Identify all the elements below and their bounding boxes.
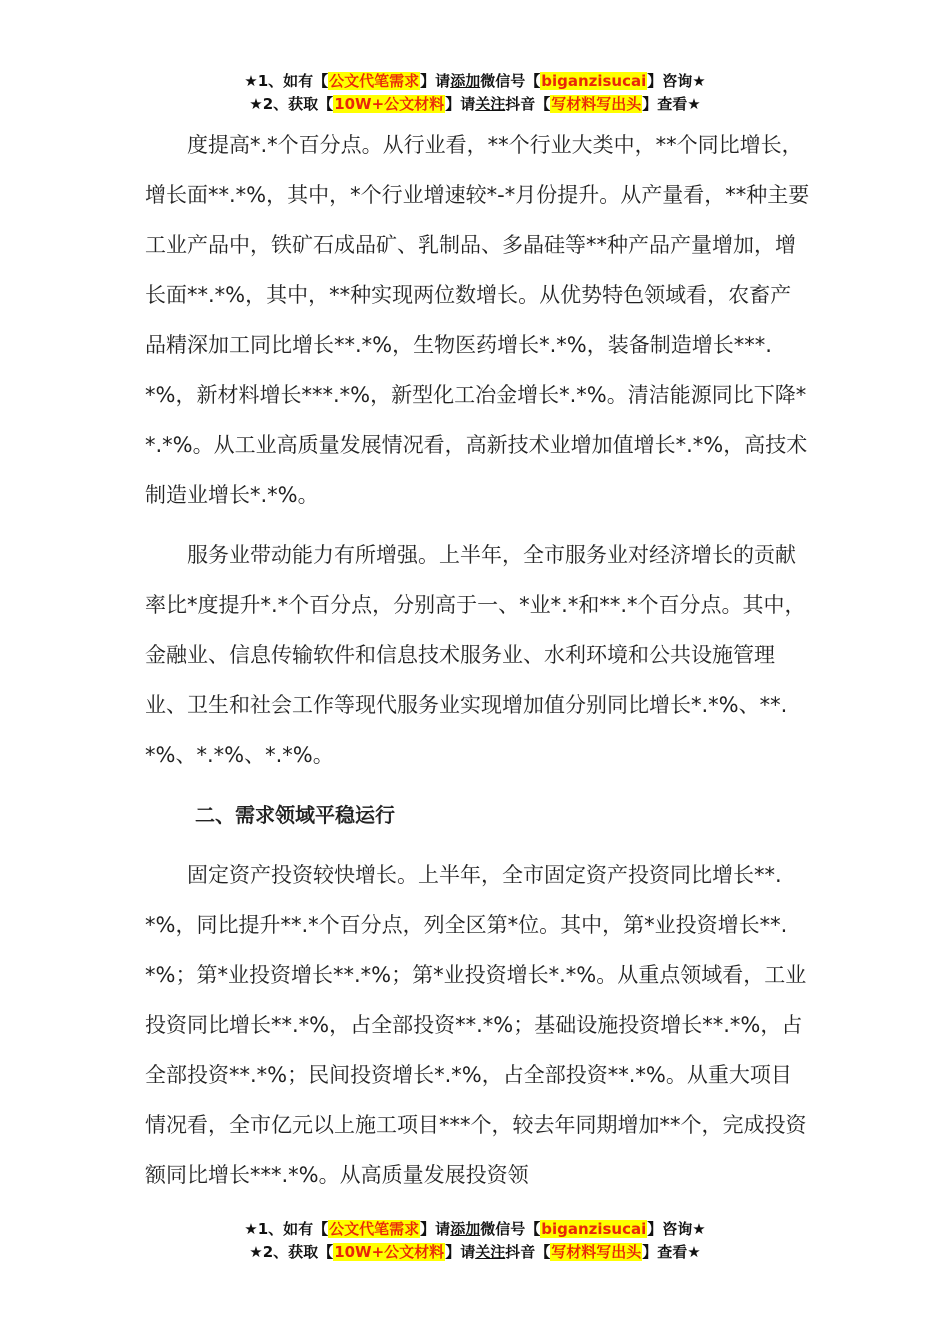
banner-text: ★2、获取【 (249, 1243, 334, 1261)
banner-text: 】咨询★ (647, 1220, 706, 1238)
banner-text: 抖音【 (505, 95, 551, 113)
paragraph-investment: 固定资产投资较快增长。上半年，全市固定资产投资同比增长**.*%，同比提升**.*个百分点，列全区第*位。其中，第*业投资增长**.*%；第*业投资增长**.*%；第*业投资增长*.*%。从重点领域看，工业投资同比增长**.*%，占全部投资**.*%；基础设施投资增长**.*%，占全部投资**.*%；民间投资增长*.*%，占全部投资**.*%。从重大项目情况看，全市亿元以上施工项目***个，较去年同期增加**个，完成投资额同比增长***.*%。从高质量发展投资领 (145, 863, 807, 1187)
banner-text: 抖音【 (505, 1243, 551, 1261)
banner-highlight: 10W+公文材料 (334, 1243, 445, 1261)
banner-line-2 (0, 93, 950, 116)
paragraph-industry: 度提高*.*个百分点。从行业看，**个行业大类中，**个同比增长，增长面**.*%，其中，*个行业增速较*-*月份提升。从产量看，**种主要工业产品中，铁矿石成品矿、乳制品、多晶硅等**种产品产量增加，增长面**.*%，其中，**种实现两位数增长。从优势特色领域看，农畜产品精深加工同比增长**.*%，生物医药增长*.*%，装备制造增长***.*%，新材料增长***.*%，新型化工冶金增长*.*%。清洁能源同比下降**.*%。从工业高质量发展情况看，高新技术业增加值增长*.*%，高技术制造业增长*.*%。 (145, 133, 810, 507)
section-heading: 二、需求领域平稳运行 (195, 803, 395, 827)
banner-wechat-id: biganzisucai (541, 72, 647, 90)
banner-text: ★1、如有【 (244, 72, 329, 90)
banner-line-1 (0, 1218, 950, 1241)
banner-underline: 关注 (475, 1243, 506, 1261)
banner-douyin-id: 写材料写出头 (551, 95, 642, 113)
banner-text: ★2、获取【 (249, 95, 334, 113)
paragraph-services: 服务业带动能力有所增强。上半年，全市服务业对经济增长的贡献率比*度提升*.*个百分点，分别高于一、*业*.*和**.*个百分点。其中，金融业、信息传输软件和信息技术服务业、水利环境和公共设施管理业、卫生和社会工作等现代服务业实现增加值分别同比增长*.*%、**.*%、*.*%、*.*%。 (145, 543, 806, 767)
banner-line-2 (0, 1241, 950, 1264)
banner-highlight: 10W+公文材料 (334, 95, 445, 113)
document-body (145, 120, 810, 1200)
banner-underline: 添加 (450, 1220, 481, 1238)
banner-text: 】查看★ (642, 1243, 701, 1261)
banner-text: 】请 (445, 1243, 476, 1261)
banner-text: 】请 (420, 1220, 451, 1238)
banner-douyin-id: 写材料写出头 (551, 1243, 642, 1261)
banner-highlight: 公文代笔需求 (329, 72, 420, 90)
banner-wechat-id: biganzisucai (541, 1220, 647, 1238)
banner-line-1 (0, 70, 950, 93)
banner-text: 】咨询★ (647, 72, 706, 90)
banner-text: 】请 (420, 72, 451, 90)
banner-underline: 关注 (475, 95, 506, 113)
footer-banner (0, 1218, 950, 1264)
banner-text: 】查看★ (642, 95, 701, 113)
banner-text: 微信号【 (480, 72, 541, 90)
banner-text: ★1、如有【 (244, 1220, 329, 1238)
banner-text: 】请 (445, 95, 476, 113)
banner-text: 微信号【 (480, 1220, 541, 1238)
banner-underline: 添加 (450, 72, 481, 90)
header-banner (0, 70, 950, 116)
banner-highlight: 公文代笔需求 (329, 1220, 420, 1238)
